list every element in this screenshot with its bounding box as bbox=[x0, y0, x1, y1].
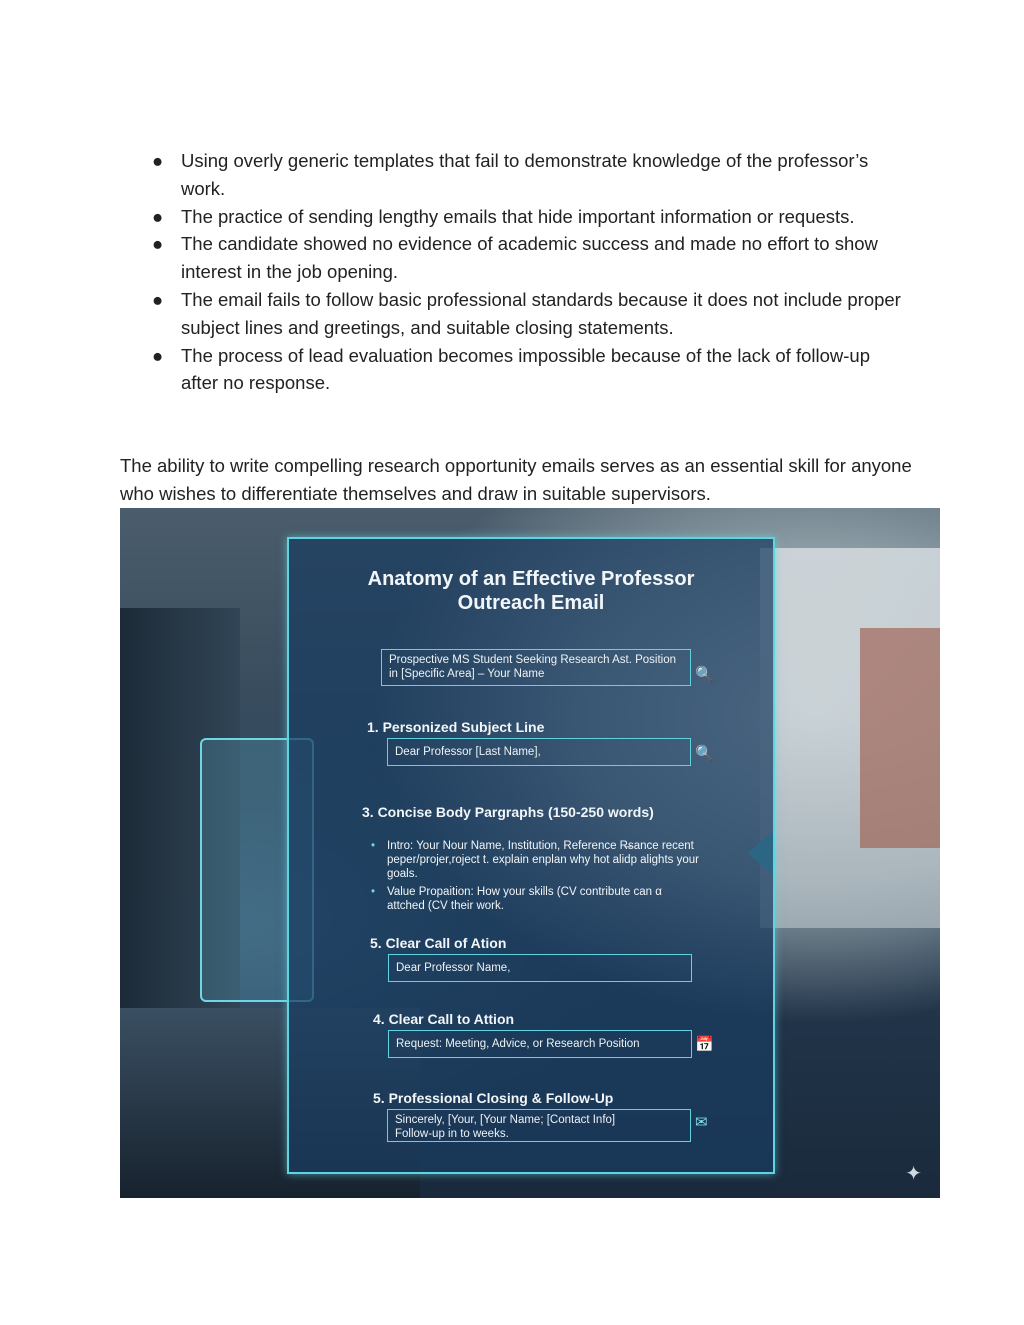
section-heading: 4. Clear Call to Attion bbox=[373, 1011, 515, 1027]
body-items bbox=[371, 839, 701, 917]
search-icon: 🔍 bbox=[695, 745, 714, 762]
summary-paragraph: The ability to write compelling research opportunity emails serves as an essential skill for anyone who wishes to differentiate themselves and draw in suitable supervisors. bbox=[120, 455, 912, 504]
mail-icon: ✉ bbox=[695, 1114, 708, 1131]
email-anatomy-panel bbox=[287, 537, 775, 1174]
list-item: • Value Propaition: How your skills (CV contribute can α attched (CV their work. bbox=[371, 885, 701, 913]
list-item: • Intro: Your Nour Name, Institution, Reference R̶sance recent peper/projer,roject t. explain enplan why hot alidp alights your goals. bbox=[371, 839, 701, 881]
section-heading: 1. Personized Subject Line bbox=[367, 719, 545, 735]
mistakes-list bbox=[152, 147, 912, 397]
panel-title: Anatomy of an Effective Professor Outreach Email bbox=[367, 568, 695, 614]
calendar-icon: 📅 bbox=[695, 1036, 714, 1053]
sparkle-icon: ✦ bbox=[905, 1163, 922, 1185]
list-item: ● The email fails to follow basic professional standards because it does not include proper subject lines and greetings, and suitable closing statements. bbox=[152, 288, 901, 338]
section-heading: 3. Concise Body Pargraphs (150-250 words) bbox=[362, 804, 654, 820]
name-box: Dear Professor Name, bbox=[388, 954, 692, 982]
closing-box: Sincerely, [Your, [Your Name; [Contact Info] Follow-up in to weeks. bbox=[387, 1109, 691, 1142]
list-item: ● The process of lead evaluation becomes impossible because of the lack of follow-up after no response. bbox=[152, 344, 870, 394]
search-icon: 🔍 bbox=[695, 666, 714, 683]
infographic-image bbox=[120, 508, 940, 1198]
greeting-box: Dear Professor [Last Name], bbox=[387, 738, 691, 766]
section-heading: 5. Clear Call of Ation bbox=[370, 935, 507, 951]
section-heading: 5. Professional Closing & Follow-Up bbox=[373, 1090, 614, 1106]
subject-box: Prospective MS Student Seeking Research Ast. Position in [Specific Area] – Your Name bbox=[381, 649, 691, 686]
list-item: ● The practice of sending lengthy emails that hide important information or requests. bbox=[152, 205, 855, 227]
request-box: Request: Meeting, Advice, or Research Position bbox=[388, 1030, 692, 1058]
list-item: ● Using overly generic templates that fail to demonstrate knowledge of the professor’s work. bbox=[152, 150, 869, 199]
list-item: ● The candidate showed no evidence of academic success and made no effort to show interest in the job opening. bbox=[152, 233, 878, 283]
building-background bbox=[860, 628, 940, 848]
